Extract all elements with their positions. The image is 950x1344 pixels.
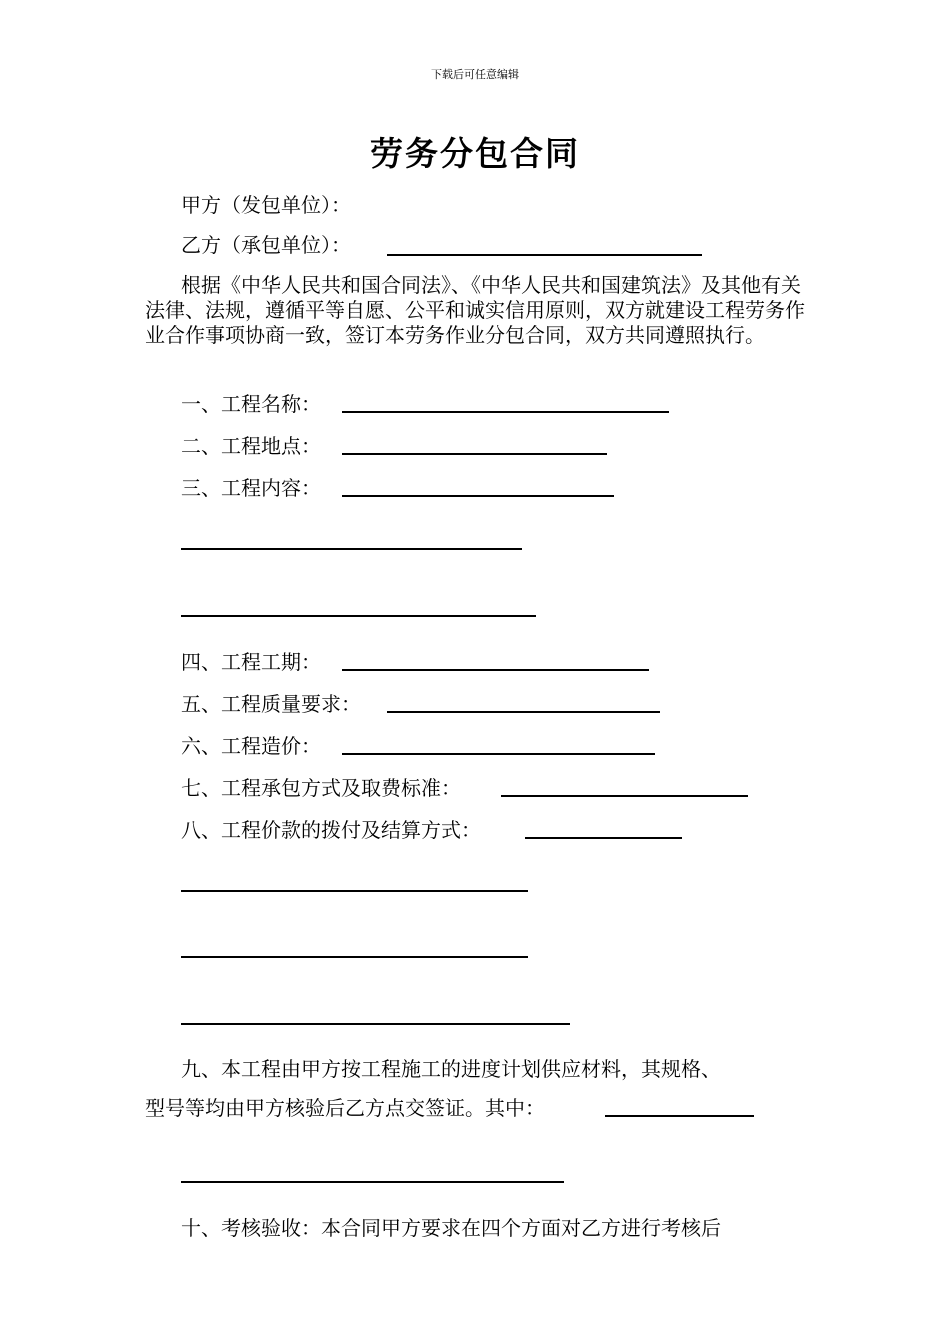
clause-5-label: 五、工程质量要求： [181, 692, 361, 716]
party-a-label: 甲方（发包单位）： [181, 193, 351, 217]
payment-method-blank[interactable] [525, 837, 682, 839]
clause-8-label: 八、工程价款的拨付及结算方式： [181, 818, 481, 842]
materials-blank-2[interactable] [181, 1181, 564, 1183]
project-content-blank-2[interactable] [181, 548, 522, 550]
clause-9-line-2: 型号等均由甲方核验后乙方点交签证。其中： [145, 1096, 545, 1120]
project-content-blank[interactable] [342, 495, 614, 497]
payment-method-blank-2[interactable] [181, 890, 528, 892]
project-name-blank[interactable] [342, 411, 669, 413]
payment-method-blank-3[interactable] [181, 956, 528, 958]
clause-1-label: 一、工程名称： [181, 392, 321, 416]
header-note: 下载后可任意编辑 [431, 68, 519, 81]
clause-7-label: 七、工程承包方式及取费标准： [181, 776, 461, 800]
quality-requirement-blank[interactable] [387, 711, 660, 713]
project-cost-blank[interactable] [342, 753, 655, 755]
clause-3-label: 三、工程内容： [181, 476, 321, 500]
materials-blank[interactable] [605, 1115, 754, 1117]
party-b-blank[interactable] [387, 254, 702, 256]
clause-2-label: 二、工程地点： [181, 434, 321, 458]
project-location-blank[interactable] [342, 453, 607, 455]
clause-9-line-1: 九、本工程由甲方按工程施工的进度计划供应材料，其规格、 [181, 1057, 721, 1081]
project-duration-blank[interactable] [342, 669, 649, 671]
clause-4-label: 四、工程工期： [181, 650, 321, 674]
payment-method-blank-4[interactable] [181, 1023, 570, 1025]
clause-10-label: 十、考核验收：本合同甲方要求在四个方面对乙方进行考核后 [181, 1216, 721, 1240]
project-content-blank-3[interactable] [181, 615, 536, 617]
preamble-paragraph: 根据《中华人民共和国合同法》、《中华人民共和国建筑法》及其他有关法律、法规，遵循平等自愿、公平和诚实信用原则，双方就建设工程劳务作业合作事项协商一致，签订本劳务作业分包合同，双方共同遵照执行。 [145, 273, 805, 347]
clause-6-label: 六、工程造价： [181, 734, 321, 758]
party-b-label: 乙方（承包单位）： [181, 233, 351, 257]
contract-method-blank[interactable] [501, 795, 748, 797]
document-title: 劳务分包合同 [370, 134, 580, 173]
